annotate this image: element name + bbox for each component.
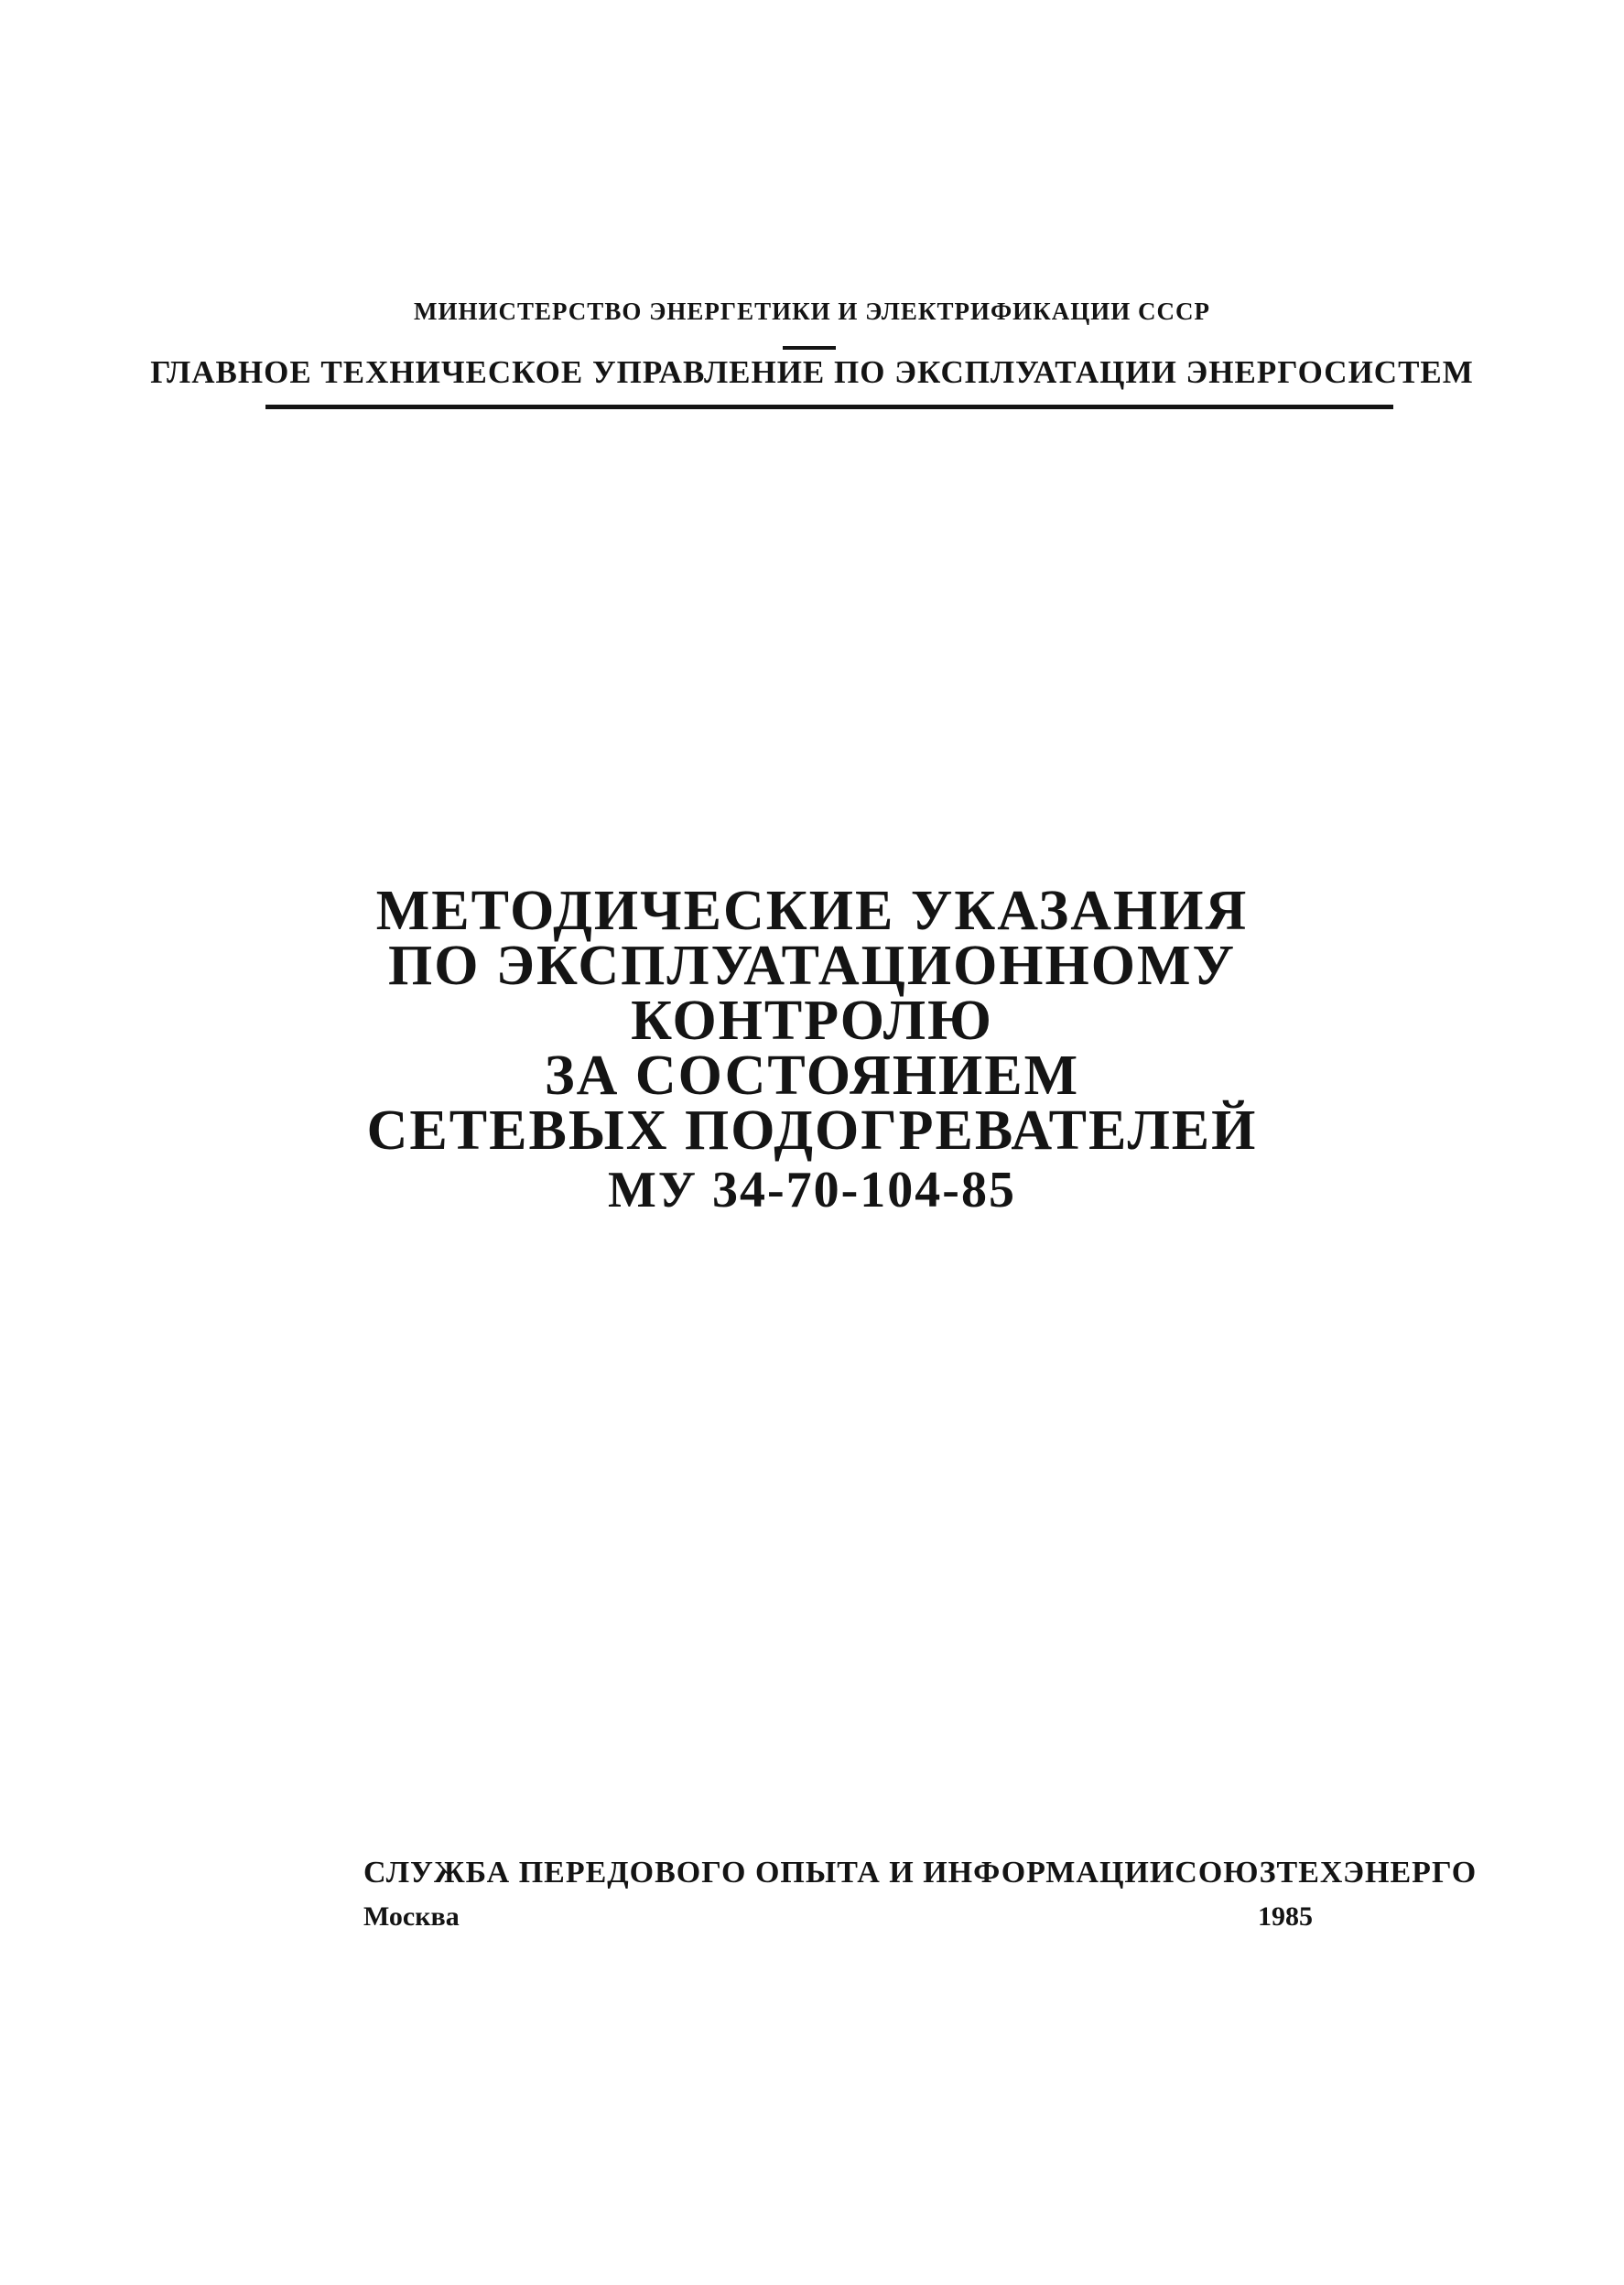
title-line: СЕТЕВЫХ ПОДОГРЕВАТЕЛЕЙ	[366, 1099, 1258, 1162]
header-divider	[265, 405, 1393, 409]
title-line: КОНТРОЛЮ	[631, 990, 993, 1052]
publication-year: 1985	[1258, 1901, 1313, 1932]
document-code: МУ 34-70-104-85	[608, 1162, 1016, 1218]
publisher-service: СЛУЖБА ПЕРЕДОВОГО ОПЫТА И ИНФОРМАЦИИ	[363, 1856, 1175, 1890]
document-title	[0, 880, 1624, 1162]
title-line: МЕТОДИЧЕСКИЕ УКАЗАНИЯ	[375, 880, 1249, 942]
title-line: ПО ЭКСПЛУАТАЦИОННОМУ	[387, 935, 1236, 997]
short-divider	[783, 346, 836, 350]
publication-city: Москва	[363, 1901, 460, 1932]
publisher-line	[363, 1856, 1478, 1890]
title-line: ЗА СОСТОЯНИЕМ	[544, 1045, 1080, 1107]
directorate-name: ГЛАВНОЕ ТЕХНИЧЕСКОЕ УПРАВЛЕНИЕ ПО ЭКСПЛУАТАЦИИ ЭНЕРГОСИСТЕМ	[150, 354, 1474, 390]
ministry-name: МИНИСТЕРСТВО ЭНЕРГЕТИКИ И ЭЛЕКТРИФИКАЦИИ СССР	[413, 298, 1211, 325]
publisher-org: СОЮЗТЕХЭНЕРГО	[1175, 1856, 1478, 1890]
